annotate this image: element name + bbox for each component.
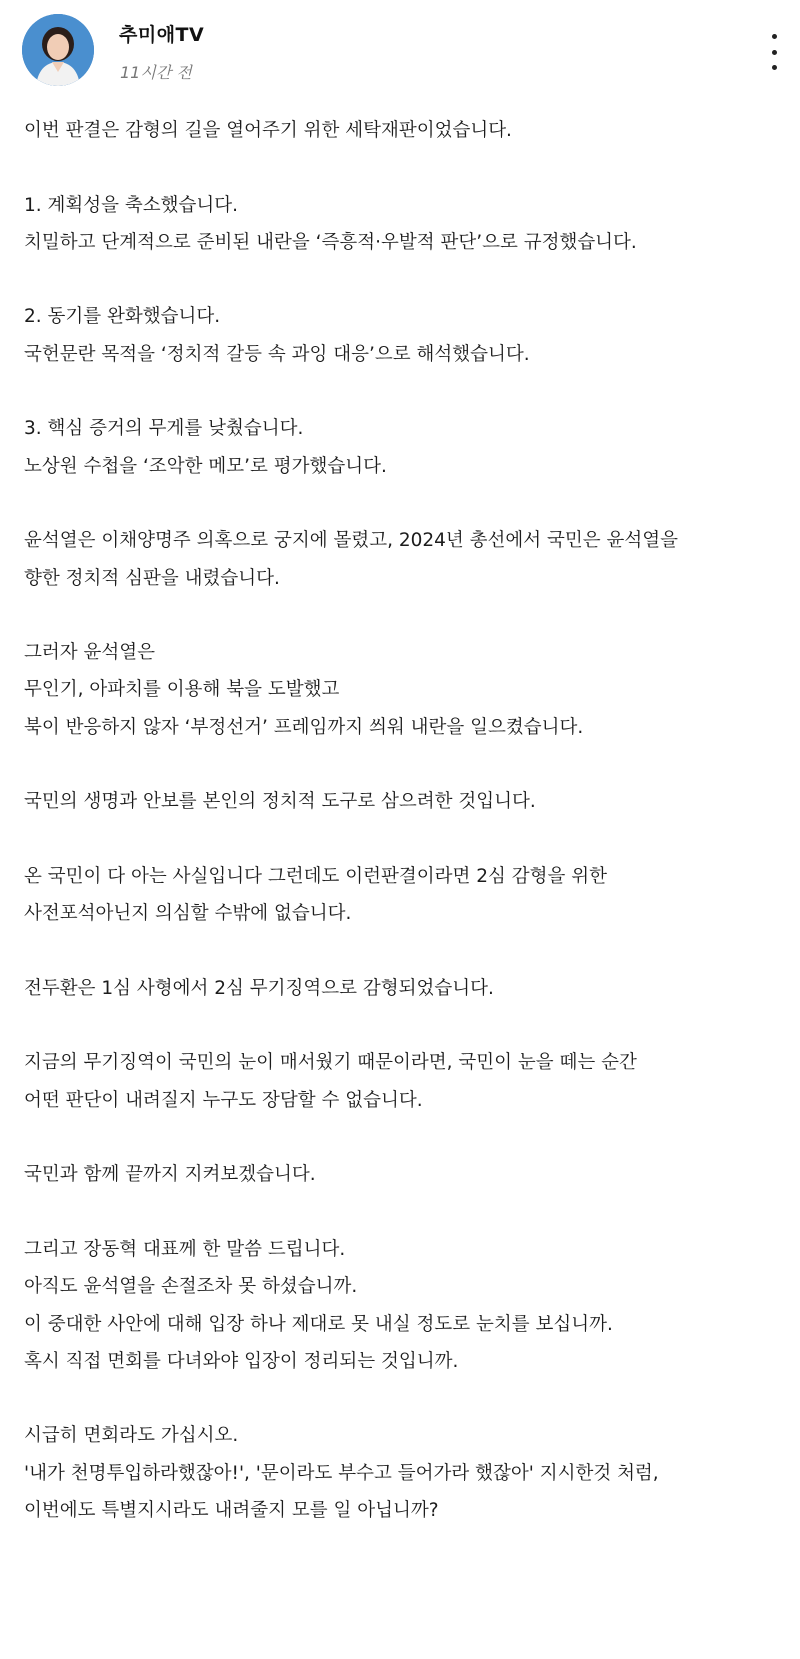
post-text-line bbox=[24, 1007, 794, 1044]
post-text-line: 3. 핵심 증거의 무게를 낮췄습니다. bbox=[24, 418, 304, 440]
post-text-line bbox=[24, 1194, 794, 1231]
post-timestamp: 11시간 전 bbox=[120, 63, 192, 82]
channel-name[interactable]: 추미애TV bbox=[119, 24, 205, 46]
post-text-line: 윤석열은 이채양명주 의혹으로 궁지에 몰렸고, 2024년 총선에서 국민은 윤석열을 bbox=[24, 530, 679, 552]
post-text-line: 전두환은 1심 사형에서 2심 무기징역으로 감형되었습니다. bbox=[24, 977, 494, 999]
post-header bbox=[22, 14, 792, 90]
post-text-line: 혹시 직접 면회를 다녀와야 입장이 정리되는 것입니까. bbox=[24, 1350, 459, 1372]
avatar[interactable] bbox=[22, 14, 94, 86]
post-text-line bbox=[24, 373, 794, 410]
post-text-line bbox=[24, 485, 794, 522]
post-text-line bbox=[24, 597, 794, 634]
post-text-line: 국민과 함께 끝까지 지켜보겠습니다. bbox=[24, 1164, 316, 1186]
post-text-line: 국민의 생명과 안보를 본인의 정치적 도구로 삼으려한 것입니다. bbox=[24, 791, 536, 813]
post-text-line: 이번 판결은 감형의 길을 열어주기 위한 세탁재판이었습니다. bbox=[24, 120, 512, 141]
post-text-line bbox=[24, 821, 794, 858]
post-text-line: 사전포석아닌지 의심할 수밖에 없습니다. bbox=[24, 903, 352, 925]
post-text-line: 시급히 면회라도 가십시오. bbox=[24, 1425, 239, 1447]
post-text-line: 아직도 윤석열을 손절조차 못 하셨습니까. bbox=[24, 1276, 358, 1298]
post-text-line bbox=[24, 261, 794, 298]
post-text-line bbox=[24, 149, 794, 186]
post-text-line: 치밀하고 단계적으로 준비된 내란을 ‘즉흥적·우발적 판단’으로 규정했습니다. bbox=[24, 231, 637, 253]
post-text-line: 어떤 판단이 내려질지 누구도 장담할 수 없습니다. bbox=[24, 1089, 423, 1111]
post-text-line: 2. 동기를 완화했습니다. bbox=[24, 306, 221, 328]
post-text-line bbox=[24, 1119, 794, 1156]
post-text-line: '내가 천명투입하라했잖아!', '문이라도 부수고 들어가라 했잖아' 지시한것 처럼, bbox=[24, 1462, 659, 1484]
more-vertical-icon[interactable] bbox=[764, 34, 784, 70]
post-text-line bbox=[24, 746, 794, 783]
post-body bbox=[24, 112, 794, 1529]
post-text-line: 그리고 장동혁 대표께 한 말씀 드립니다. bbox=[24, 1238, 346, 1260]
post-text-line bbox=[24, 933, 794, 970]
post-text-line: 이번에도 특별지시라도 내려줄지 모를 일 아닙니까? bbox=[24, 1499, 439, 1521]
post-text-line: 무인기, 아파치를 이용해 북을 도발했고 bbox=[24, 679, 340, 701]
post-text-line: 지금의 무기징역이 국민의 눈이 매서웠기 때문이라면, 국민이 눈을 떼는 순간 bbox=[24, 1052, 637, 1074]
post-text-line: 그러자 윤석열은 bbox=[24, 642, 155, 664]
post-text-line: 1. 계획성을 축소했습니다. bbox=[24, 194, 239, 216]
post-text-line: 국헌문란 목적을 ‘정치적 갈등 속 과잉 대응’으로 해석했습니다. bbox=[24, 343, 530, 365]
post-text-line: 온 국민이 다 아는 사실입니다 그런데도 이런판결이라면 2심 감형을 위한 bbox=[24, 865, 607, 887]
post-text-line: 북이 반응하지 않자 ‘부정선거’ 프레임까지 씌워 내란을 일으켰습니다. bbox=[24, 716, 584, 738]
post-text-line: 이 중대한 사안에 대해 입장 하나 제대로 못 내실 정도로 눈치를 보십니까. bbox=[24, 1313, 613, 1335]
post-text-line: 향한 정치적 심판을 내렸습니다. bbox=[24, 567, 280, 589]
post-text-line bbox=[24, 1380, 794, 1417]
post-text-line: 노상원 수첩을 ‘조악한 메모’로 평가했습니다. bbox=[24, 455, 387, 477]
